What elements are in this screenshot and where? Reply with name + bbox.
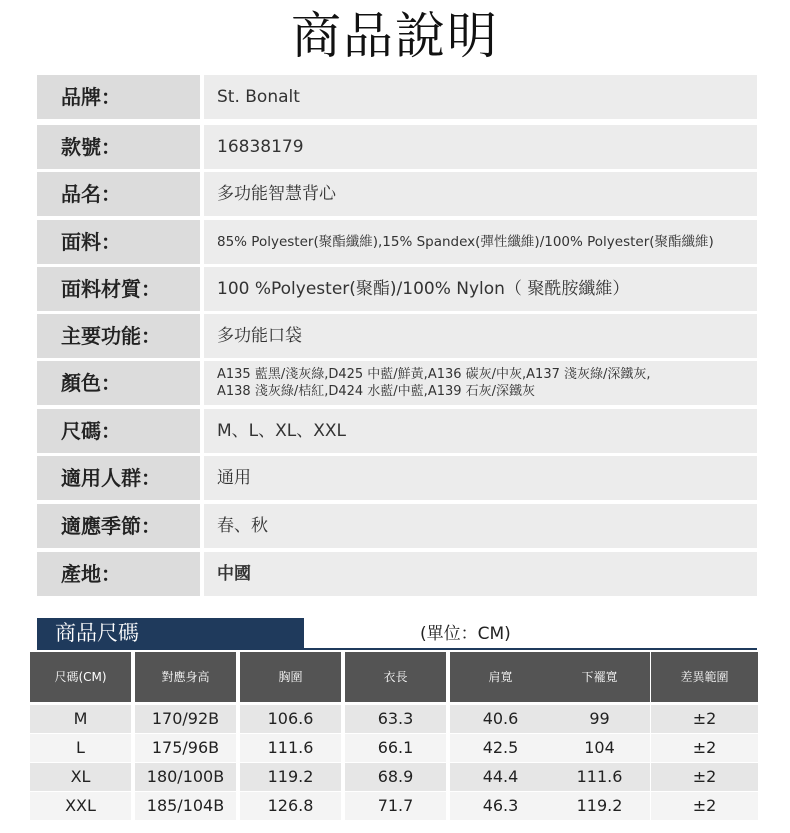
spec-row-color [37,361,757,405]
table-cell: 66.1 [345,734,446,762]
spec-value: St. Bonalt [204,75,757,119]
table-cell: XL [30,763,131,791]
spec-label: 面料材質： [37,267,200,311]
spec-value: 多功能智慧背心 [204,172,757,216]
spec-row-product-name [37,172,757,216]
spec-row-brand [37,75,757,119]
table-row [30,763,758,791]
table-cell: ±2 [651,763,758,791]
spec-label: 產地： [37,552,200,596]
table-cell: 42.5 [450,734,551,762]
spec-label: 適應季節： [37,504,200,548]
table-cell: 104 [549,734,650,762]
table-cell: 111.6 [549,763,650,791]
spec-row-audience [37,456,757,500]
spec-row-model [37,125,757,169]
spec-value [204,361,757,405]
color-line-1: A135 藍黑/淺灰綠,D425 中藍/鮮黃,A136 碳灰/中灰,A137 淺灰綠/深鐵灰, [217,367,651,382]
spec-value: 多功能口袋 [204,314,757,358]
table-cell: 180/100B [135,763,236,791]
spec-value: 中國 [204,552,757,596]
spec-label: 適用人群： [37,456,200,500]
table-cell: M [30,705,131,733]
spec-value: 春、秋 [204,504,757,548]
spec-value: 100 %Polyester(聚酯)/100% Nylon（ 聚酰胺纖維） [204,267,757,311]
spec-value: 通用 [204,456,757,500]
spec-label: 面料： [37,220,200,264]
column-header: 差異範圍 [651,652,758,702]
spec-row-season [37,504,757,548]
column-header: 胸圍 [240,652,341,702]
unit-label: (單位：CM) [420,624,511,644]
spec-value: M、L、XL、XXL [204,409,757,453]
table-row [30,792,758,820]
column-header: 下襬寬 [549,652,650,702]
table-cell: 63.3 [345,705,446,733]
table-cell: 40.6 [450,705,551,733]
spec-label: 尺碼： [37,409,200,453]
table-cell: ±2 [651,792,758,820]
spec-row-fabric [37,220,757,264]
table-cell: 106.6 [240,705,341,733]
table-row [30,734,758,762]
table-cell: ±2 [651,705,758,733]
table-cell: 119.2 [240,763,341,791]
spec-row-function [37,314,757,358]
table-cell: XXL [30,792,131,820]
spec-label: 品牌： [37,75,200,119]
spec-label: 品名： [37,172,200,216]
spec-row-material [37,267,757,311]
table-row [30,705,758,733]
table-cell: 185/104B [135,792,236,820]
spec-label: 款號： [37,125,200,169]
table-cell: 71.7 [345,792,446,820]
column-header: 肩寬 [450,652,551,702]
table-cell: 99 [549,705,650,733]
table-cell: 119.2 [549,792,650,820]
table-cell: 126.8 [240,792,341,820]
spec-row-size [37,409,757,453]
table-cell: L [30,734,131,762]
column-header: 尺碼(CM) [30,652,131,702]
color-line-2: A138 淺灰綠/桔紅,D424 水藍/中藍,A139 石灰/深鐵灰 [217,384,536,399]
table-cell: 111.6 [240,734,341,762]
spec-value: 16838179 [204,125,757,169]
size-table-header [30,652,758,702]
table-cell: ±2 [651,734,758,762]
spec-label: 顏色： [37,361,200,405]
column-header: 衣長 [345,652,446,702]
spec-label: 主要功能： [37,314,200,358]
size-section-title: 商品尺碼 [37,618,304,648]
page-title: 商品說明 [291,7,499,65]
table-cell: 68.9 [345,763,446,791]
spec-value: 85% Polyester(聚酯纖維),15% Spandex(彈性纖維)/100% Polyester(聚酯纖維) [204,220,757,264]
size-section-divider [37,648,757,650]
column-header: 對應身高 [135,652,236,702]
table-cell: 46.3 [450,792,551,820]
table-cell: 175/96B [135,734,236,762]
table-cell: 44.4 [450,763,551,791]
spec-row-origin [37,552,757,596]
table-cell: 170/92B [135,705,236,733]
